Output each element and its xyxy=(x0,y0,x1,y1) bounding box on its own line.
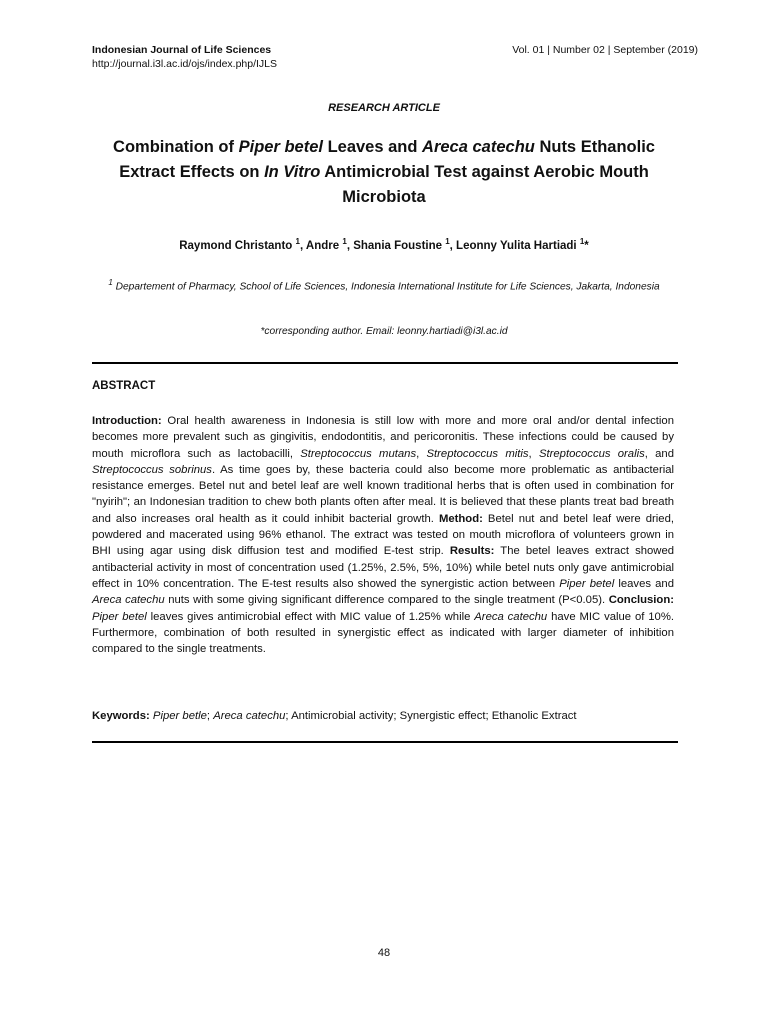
species-name: Areca catechu xyxy=(92,594,165,607)
divider-top xyxy=(92,362,678,364)
keyword-text: ; Antimicrobial activity; Synergistic effect; Ethanolic Extract xyxy=(285,710,577,722)
affiliation-mark: 1 xyxy=(445,237,450,246)
keywords-label: Keywords: xyxy=(92,710,150,722)
affiliation xyxy=(92,274,676,295)
method-label: Method: xyxy=(438,512,483,525)
species-name: Streptococcus mutans xyxy=(300,447,417,460)
corresponding-author: *corresponding author. Email: leonny.hartiadi@i3l.ac.id xyxy=(260,326,508,337)
abstract-body xyxy=(92,413,674,657)
title-part: Antimicrobial Test against Aerobic Mouth Microbiota xyxy=(320,163,649,206)
keyword-species: Areca catechu xyxy=(213,710,286,722)
journal-url: http://journal.i3l.ac.id/ojs/index.php/IJLS xyxy=(92,58,278,70)
author-list xyxy=(92,237,676,252)
keyword-species: Piper betle xyxy=(152,710,207,722)
affiliation-mark: 1 xyxy=(295,237,300,246)
abstract-text: leaves gives antimicrobial effect with MIC value of 1.25% while xyxy=(146,610,475,623)
intro-label: Introduction: xyxy=(92,415,162,427)
title-species: Areca catechu xyxy=(422,138,535,156)
title-part: Leaves and xyxy=(322,138,423,156)
abstract-text: . As time goes by, these bacteria could also become more problematic as antibacterial resistance emerges. Betel nut and betel leaf are well known traditional herbs that is often used in combination for "nyirih"; an Indonesian tradition to chew both plants often after meal. It is believed that these plants treat bad breath and also increases oral health as it could inhibit bacterial growth. xyxy=(92,463,675,525)
abstract-text: The betel leaves extract showed antibacterial activity in most of concentration used (1.25%, 2.5%, 5%, 10%) while betel nuts only gave antimicrobial effect in 10% concentration. The E-test results also showed the synergistic action between xyxy=(92,545,675,590)
species-name: Streptococcus sobrinus xyxy=(92,463,212,476)
keyword-text: ; xyxy=(206,710,214,722)
abstract-text: Betel nut and betel leaf were dried, powdered and macerated using 96% ethanol. The extract was tested on mouth microflora of volunteers grown in BHI using agar using disk diffusion test and modified E-test strip. xyxy=(92,512,674,558)
affiliation-mark: 1 xyxy=(108,278,113,287)
abstract-heading: ABSTRACT xyxy=(92,380,156,392)
title-species: Piper betel xyxy=(238,138,323,156)
author-name: , Leonny Yulita Hartiadi xyxy=(449,239,580,252)
author-name: , Andre xyxy=(299,239,343,252)
author-name: , Shania Foustine xyxy=(346,239,446,252)
abstract-text: , xyxy=(416,447,427,460)
paper-title xyxy=(92,135,676,210)
corresponding-mark: * xyxy=(584,239,589,252)
results-label: Results: xyxy=(449,545,495,558)
affiliation-text: Departement of Pharmacy, School of Life Sciences, Indonesia International Institute for Life Sciences, Jakarta, Indonesia xyxy=(112,281,660,293)
abstract-text: nuts with some giving significant difference compared to the single treatment (P<0.05). xyxy=(164,594,609,607)
author-name: Raymond Christanto xyxy=(179,239,296,252)
species-name: Piper betel xyxy=(559,577,615,590)
species-name: Streptococcus mitis xyxy=(426,447,529,460)
title-part: Combination of xyxy=(113,138,239,156)
journal-name: Indonesian Journal of Life Sciences xyxy=(92,44,272,56)
article-type: RESEARCH ARTICLE xyxy=(328,102,440,114)
species-name: Areca catechu xyxy=(474,610,548,623)
abstract-text: have MIC value of 10%. Furthermore, combination of both resulted in synergistic effect as indicated with larger diameter of inhibition compared to the single treatments. xyxy=(92,610,674,656)
species-name: Piper betel xyxy=(92,610,147,623)
abstract-text: , xyxy=(528,447,539,460)
page-number: 48 xyxy=(377,947,391,959)
species-name: Streptococcus oralis xyxy=(538,447,645,460)
abstract-text: , and xyxy=(644,447,674,460)
title-italic: In Vitro xyxy=(264,163,321,181)
page-header xyxy=(92,43,698,71)
affiliation-mark: 1 xyxy=(579,237,585,246)
keywords xyxy=(92,708,674,724)
affiliation-mark: 1 xyxy=(342,237,347,246)
title-part: Nuts Ethanolic Extract Effects on xyxy=(119,138,655,181)
abstract-text: Oral health awareness in Indonesia is still low with more and more oral and/or dental infection becomes more prevalent such as gingivitis, endodontitis, and pericoronitis. These infections could be caused by mouth microflora such as lactobacilli, xyxy=(92,415,674,460)
volume-info: Vol. 01 | Number 02 | September (2019) xyxy=(512,44,698,56)
abstract-text: leaves and xyxy=(614,577,674,590)
divider-bottom xyxy=(92,741,678,743)
conclusion-label: Conclusion: xyxy=(608,594,675,607)
